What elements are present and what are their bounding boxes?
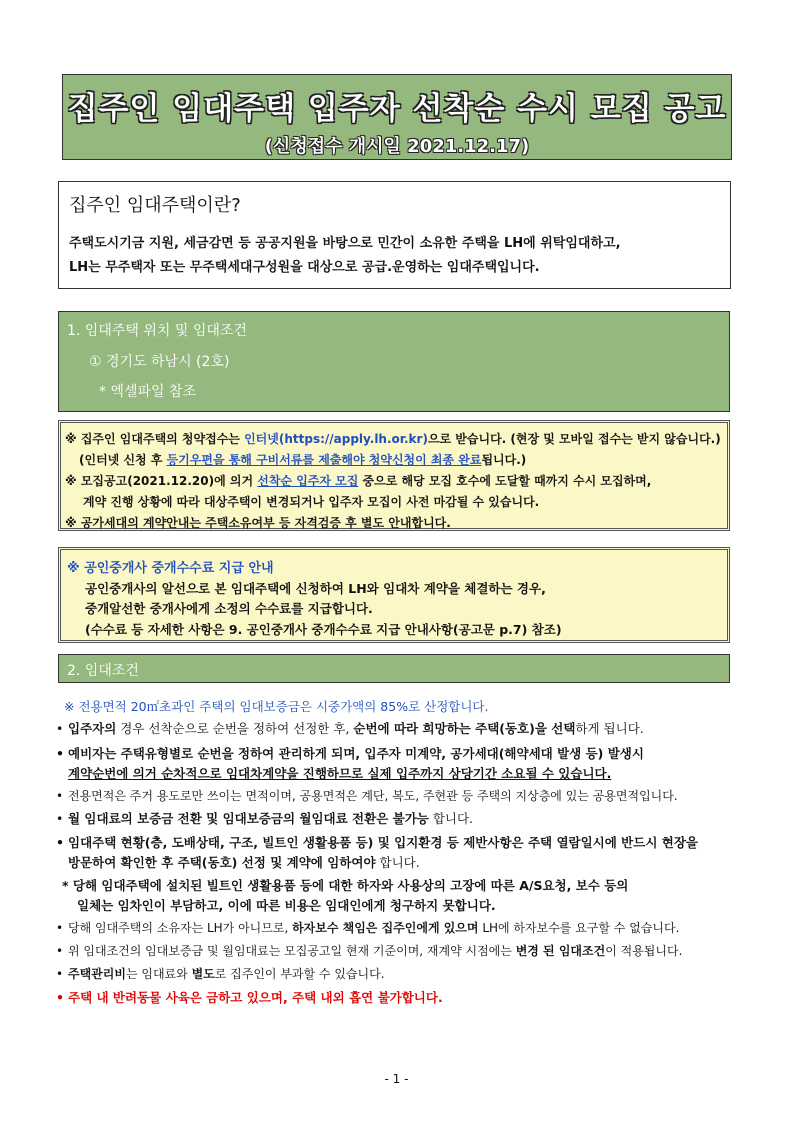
section2-header bbox=[58, 654, 730, 683]
notice-line: ※ 공가세대의 계약안내는 주택소유여부 등 자격검증 후 별도 안내합니다. bbox=[65, 516, 451, 530]
item-text: 방문하여 확인한 후 주택(동호) 선정 및 계약에 임하여야 bbox=[68, 855, 376, 870]
notice-text: 됩니다.) bbox=[481, 453, 527, 467]
bullet: • bbox=[56, 789, 64, 803]
list-item bbox=[56, 809, 473, 827]
section2-title: 2. 임대조건 bbox=[67, 663, 139, 679]
definition-heading: 집주인 임대주택이란? bbox=[69, 195, 241, 216]
item-text: 임대주택 현황(층, 도배상태, 구조, 빌트인 생활용품 등) 및 입지환경 등 제반사항은 주택 열람일시에 반드시 현장을 bbox=[68, 835, 698, 850]
page-title: 집주인 임대주택 입주자 선착순 수시 모집 공고 bbox=[67, 91, 727, 127]
item-text: 합니다. bbox=[375, 855, 420, 870]
notice-text: (인터넷 신청 후 bbox=[79, 453, 167, 467]
notice-highlight: 선착순 입주자 모집 bbox=[257, 474, 359, 488]
item-text: 는 임대료와 bbox=[125, 967, 192, 981]
definition-box bbox=[58, 181, 731, 289]
definition-line: 주택도시기금 지원, 세금감면 등 공공지원을 바탕으로 민간이 소유한 주택을 LH에 위탁임대하고, bbox=[69, 236, 621, 251]
item-text: 경우 선착순으로 순번을 정하여 선정한 후, bbox=[116, 721, 354, 736]
list-item bbox=[56, 988, 443, 1006]
section1-title: 1. 임대주택 위치 및 임대조건 bbox=[67, 323, 247, 339]
bullet: • bbox=[56, 967, 64, 981]
apply-link[interactable]: 인터넷(https://apply.lh.or.kr) bbox=[244, 432, 428, 446]
section1-box bbox=[58, 311, 730, 412]
list-item-continuation bbox=[68, 853, 420, 871]
notice-text: ※ 모집공고(2021.12.20)에 의거 bbox=[65, 474, 258, 488]
asterisk-note: * 당해 임대주택에 설치된 빌트인 생활용품 등에 대한 하자와 사용상의 고장에 따른 A/S요청, 보수 등의 bbox=[62, 878, 629, 893]
list-item bbox=[56, 719, 644, 737]
broker-line: (수수료 등 자세한 사항은 9. 공인중개사 중개수수료 지급 안내사항(공고문 p.7) 참조) bbox=[85, 622, 562, 637]
section1-excel-note: * 엑셀파일 참조 bbox=[99, 384, 197, 400]
item-text: 주택관리비 bbox=[68, 967, 126, 981]
page-subtitle: (신청접수 개시일 2021.12.17) bbox=[264, 136, 530, 157]
item-text: LH에 하자보수를 요구할 수 없습니다. bbox=[478, 921, 680, 935]
notice-highlight: 등기우편을 통해 구비서류를 제출해야 청약신청이 최종 완료 bbox=[166, 453, 482, 467]
section2-note: ※ 전용면적 20㎡초과인 주택의 임대보증금은 시중가액의 85%로 산정합니다. bbox=[64, 699, 489, 714]
bullet: • bbox=[56, 921, 64, 935]
broker-fee-box bbox=[58, 547, 730, 643]
notice-text: 으로 받습니다. (현장 및 모바일 접수는 받지 않습니다.) bbox=[427, 432, 721, 446]
notice-line: 계약 진행 상황에 따라 대상주택이 변경되거나 입주자 모집이 사전 마감될 수 있습니다. bbox=[83, 495, 540, 509]
broker-title: ※ 공인중개사 중개수수료 지급 안내 bbox=[67, 561, 274, 576]
bullet: • bbox=[56, 990, 64, 1005]
title-banner bbox=[62, 74, 732, 160]
notice-text: 중으로 해당 모집 호수에 도달할 때까지 수시 모집하며, bbox=[358, 474, 652, 488]
notice-line bbox=[79, 451, 526, 468]
list-item bbox=[56, 919, 679, 936]
item-text: 전용면적은 주거 용도로만 쓰이는 면적이며, 공용면적은 계단, 복도, 주현관 등 주택의 지상층에 있는 공용면적입니다. bbox=[68, 789, 678, 803]
broker-line: 공인중개사의 알선으로 본 임대주택에 신청하여 LH와 임대차 계약을 체결하는 경우, bbox=[85, 581, 546, 596]
item-text: 월 임대료의 보증금 전환 및 임대보증금의 월임대료 전환은 불가능 bbox=[68, 811, 429, 826]
item-text: 당해 임대주택의 소유자는 LH가 아니므로, bbox=[68, 921, 293, 935]
bullet: • bbox=[56, 944, 64, 958]
asterisk-note-continuation: 일체는 임차인이 부담하고, 이에 따른 비용은 임대인에게 청구하지 못합니다. bbox=[77, 898, 496, 913]
page-number: - 1 - bbox=[384, 1072, 409, 1086]
broker-line: 중개알선한 중개사에게 소정의 수수료를 지급합니다. bbox=[85, 601, 373, 616]
list-item bbox=[56, 965, 385, 982]
notice-line bbox=[65, 430, 721, 447]
notice-line bbox=[65, 472, 651, 489]
bullet: • bbox=[56, 721, 64, 736]
definition-body bbox=[69, 232, 719, 280]
list-item bbox=[56, 744, 644, 762]
pet-smoking-notice: 주택 내 반려동물 사육은 금하고 있으며, 주택 내외 흡연 불가합니다. bbox=[68, 990, 443, 1005]
bullet: • bbox=[56, 835, 64, 850]
item-text: 이 적용됩니다. bbox=[605, 944, 683, 958]
item-text: 하게 됩니다. bbox=[575, 721, 644, 736]
definition-line: LH는 무주택자 또는 무주택세대구성원을 대상으로 공급.운영하는 임대주택입니다. bbox=[69, 260, 540, 275]
item-text: 로 집주인이 부과할 수 있습니다. bbox=[214, 967, 385, 981]
item-text: 순번에 따라 희망하는 주택(동호)을 선택 bbox=[353, 721, 576, 736]
bullet: • bbox=[56, 811, 64, 826]
list-item bbox=[56, 833, 698, 851]
section1-location: ① 경기도 하남시 (2호) bbox=[89, 354, 230, 370]
bullet: • bbox=[56, 746, 64, 761]
item-text: 입주자의 bbox=[68, 721, 117, 736]
list-item bbox=[56, 942, 682, 959]
item-text: 예비자는 주택유형별로 순번을 정하여 관리하게 되며, 입주자 미계약, 공가세대(해약세대 발생 등) 발생시 bbox=[68, 746, 644, 761]
list-item-continuation: 계약순번에 의거 순차적으로 임대차계약을 진행하므로 실제 입주까지 상당기간 소요될 수 있습니다. bbox=[68, 766, 612, 781]
item-text: 합니다. bbox=[428, 811, 474, 826]
item-text: 변경 된 임대조건 bbox=[515, 944, 606, 958]
item-text: 하자보수 책임은 집주인에게 있으며 bbox=[292, 921, 479, 935]
item-text: 별도 bbox=[191, 967, 215, 981]
notice-text: ※ 집주인 임대주택의 청약접수는 bbox=[65, 432, 245, 446]
notice-box bbox=[58, 420, 730, 531]
item-text: 위 임대조건의 임대보증금 및 월임대료는 모집공고일 현재 기준이며, 재계약 시점에는 bbox=[68, 944, 516, 958]
list-item bbox=[56, 787, 678, 804]
